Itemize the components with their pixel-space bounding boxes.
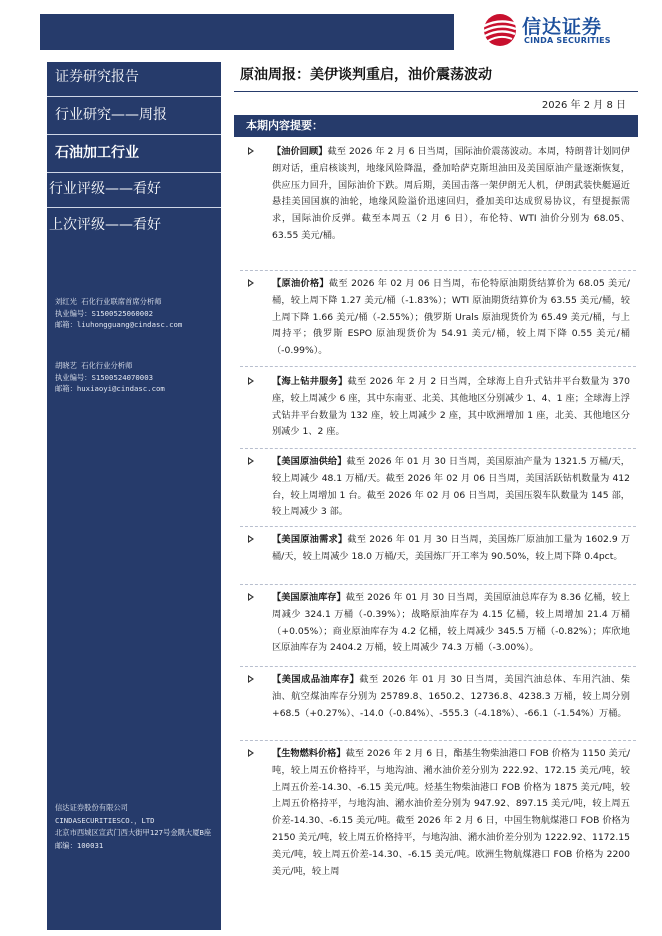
company-postcode: 邮编：100031 [55,840,104,850]
header-bar [40,14,454,50]
item-text [272,532,630,566]
arrow-bullet-icon [248,457,254,465]
company-info [55,802,220,852]
item-body: 截至 2026 年 01 月 30 日当周，美国汽油总体、车用汽油、柴油、航空煤油库存分别为 25789.8、1650.2、12736.8、4238.3 万桶，较上周分别 +68.5（+0.27%）、-14.0（-0.84%）、-555.3（-4.18%）、-66.1（-1.54%）万桶。 [272,674,630,719]
report-type: 证券研究报告 [55,69,139,85]
industry-name: 石油加工行业 [55,145,139,161]
arrow-bullet-icon [248,675,254,683]
item-text [272,276,630,360]
arrow-bullet-icon [248,377,254,385]
analyst-name-title: 刘红光 石化行业联席首席分析师 [55,297,162,306]
analyst-email: 邮箱：huxiaoyi@cindasc.com [55,384,165,393]
item-divider [240,584,636,585]
item-body: 截至 2026 年 2 月 6 日，酯基生物柴油港口 FOB 价格为 1150 美元/吨，较上周五价格持平，与地沟油、潲水油价差分别为 222.92、172.15 美元/吨，较上周五价差-14.30、-6.15 美元/吨。烃基生物柴油港口 FOB 价格为 1875 美元/吨，较上周五价格持平，与地沟油、潲水油价差分别为 947.92、897.15 美元/吨，较上周五价差-14.30、-6.15 美元/吨。截至 2026 年 2 月 6 日，中国生物航煤港口 FOB 价格为 2150 美元/吨，较上周五价格持平，与地沟油、潲水油价差分别为 1222.92、1172.15 美元/吨，较上周五价差-14.30、-6.15 美元/吨。欧洲生物航煤港口 FOB 价格为 2200 美元/吨，较上周 [272,748,630,877]
item-tag: 【原油价格】 [272,278,329,289]
item-divider [240,740,636,741]
item-text [272,746,630,880]
arrow-bullet-icon [248,147,254,155]
company-address: 北京市西城区宣武门西大街甲127号金隅大厦B座 [55,828,212,837]
item-tag: 【美国成品油库存】 [272,674,360,685]
industry-rating: 行业评级——看好 [49,181,161,197]
sidebar [47,62,221,930]
logo-cn: 信达证券 [522,16,603,38]
page-title: 原油周报：美伊谈判重启，油价震荡波动 [240,67,492,83]
sidebar-divider [47,96,221,97]
analyst-email: 邮箱：liuhongguang@cindasc.com [55,320,183,329]
item-tag: 【海上钻井服务】 [272,376,348,387]
arrow-bullet-icon [248,535,254,543]
item-tag: 【美国原油库存】 [272,592,346,603]
analyst-license: 执业编号：S1500524070003 [55,372,153,382]
item-tag: 【美国原油供给】 [272,456,347,467]
item-body: 截至 2026 年 02 月 06 日当周，布伦特原油期货结算价为 68.05 美元/桶，较上周下降 1.27 美元/桶（-1.83%）；WTI 原油期货结算价为 63.55 美元/桶，较上周下降 1.66 美元/桶（-2.55%）；俄罗斯 Urals 原油现货价为 65.49 美元/桶，与上周持平；俄罗斯 ESPO 原油现货价为 54.91 美元/桶，较上周下降 0.55 美元/桶（-0.99%）。 [272,278,631,357]
summary-heading: 本期内容提要： [234,115,638,137]
item-body: 截至 2026 年 01 月 30 日当周，美国炼厂原油加工量为 1602.9 万桶/天，较上周减少 18.0 万桶/天，美国炼厂开工率为 90.50%，较上周下降 0.4pct。 [272,534,631,562]
report-category: 行业研究——周报 [55,107,167,123]
item-divider [240,366,636,367]
sidebar-divider [47,134,221,135]
item-text [272,144,630,245]
company-name: 信达证券股份有限公司 [55,803,128,812]
sidebar-divider [47,172,221,173]
previous-rating: 上次评级——看好 [49,217,161,233]
arrow-bullet-icon [248,749,254,757]
sidebar-divider [47,207,221,208]
item-tag: 【油价回顾】 [272,146,328,157]
item-text [272,374,630,441]
item-text [272,454,630,521]
item-tag: 【生物燃料价格】 [272,748,346,759]
arrow-bullet-icon [248,279,254,287]
item-tag: 【美国原油需求】 [272,534,348,545]
item-divider [240,270,636,271]
item-body: 截至 2026 年 01 月 30 日当周，美国原油总库存为 8.36 亿桶，较上周减少 324.1 万桶（-0.39%）；战略原油库存为 4.15 亿桶，较上周增加 21.4 万桶（+0.05%）；商业原油库存为 4.2 亿桶，较上周减少 345.5 万桶（-0.82%）；库欣地区原油库存为 2404.2 万桶，较上周减少 74.3 万桶（-3.00%）。 [272,592,630,654]
logo-en: CINDA SECURITIES [524,36,611,45]
analyst-card [55,296,182,331]
title-divider [234,91,638,92]
item-text [272,590,630,657]
analyst-name-title: 胡晓艺 石化行业分析师 [55,361,133,370]
report-date: 2026 年 2 月 8 日 [541,100,626,111]
item-text [272,672,630,722]
item-divider [240,448,636,449]
item-divider [240,666,636,667]
item-body: 截至 2026 年 2 月 6 日当周，国际油价震荡波动。本周，特朗普计划同伊朗对话，重启核谈判，地缘风险降温，叠加哈萨克斯坦油田及美国原油产量逐渐恢复，供应压力回升，国际油价下跌。周后期，美国击落一架伊朗无人机，伊朗武装快艇逼近悬挂美国国旗的油轮，地缘风险溢价迅速回归，叠加美印达成贸易协议，有望提振需求，国际油价反弹。截至本周五（2 月 6 日），布伦特、WTI 油价分别为 68.05、63.55 美元/桶。 [272,146,631,241]
item-body: 截至 2026 年 2 月 2 日当周，全球海上自升式钻井平台数量为 370 座，较上周减少 6 座，其中东南亚、北美、其他地区分别减少 1、4、1 座；全球海上浮式钻井平台数量为 132 座，较上周减少 2 座，其中欧洲增加 1 座，北美、其他地区分别减少 1、2 座。 [272,376,630,438]
arrow-bullet-icon [248,593,254,601]
analyst-card [55,360,165,395]
cinda-logo-icon [480,12,520,48]
cinda-logo [480,10,650,50]
item-body: 截至 2026 年 01 月 30 日当周，美国原油产量为 1321.5 万桶/天，较上周减少 48.1 万桶/天。截至 2026 年 02 月 06 日当周，美国活跃钻机数量为 412 台，较上周增加 1 台。截至 2026 年 02 月 06 日当周，美国压裂车队数量为 145 部，较上周减少 3 部。 [272,456,630,518]
analyst-license: 执业编号：S1500525060002 [55,308,153,318]
company-name-en: CINDASECURITIESCO.，LTD [55,815,155,825]
item-divider [240,526,636,527]
